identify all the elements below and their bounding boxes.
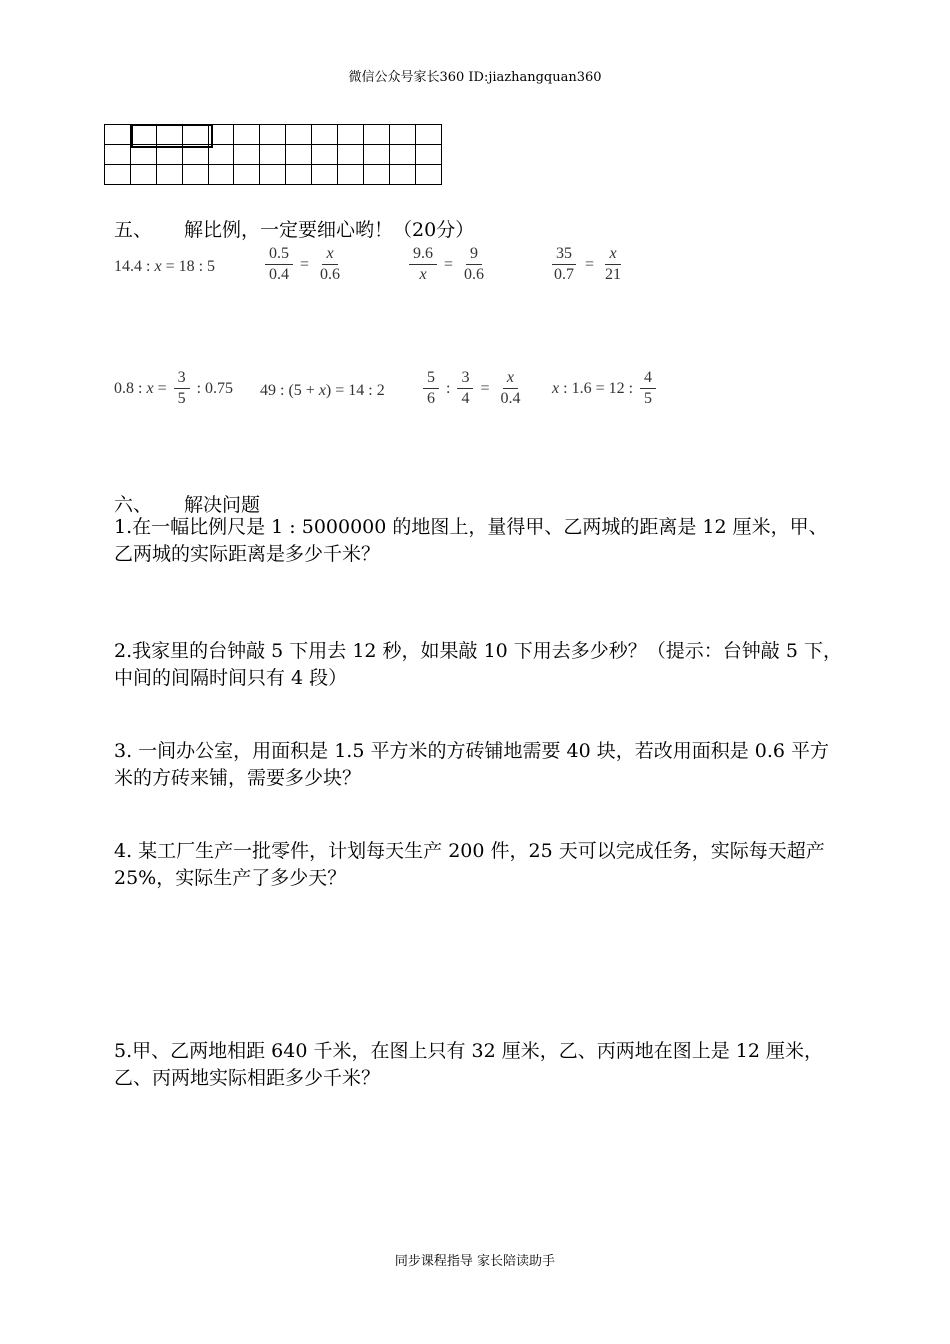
section6-heading <box>114 490 260 517</box>
section5-title: 解比例，一定要细心哟！（20分） <box>184 219 475 241</box>
equation-2-2: 49 : (5 + x ) = 14 : 2 <box>260 382 385 399</box>
section6-number: 六、 <box>114 494 153 516</box>
equation-1-4: $\frac{35}{0.7}$ = $\frac{x}{21}$ <box>554 245 622 283</box>
page-footer: 同步课程指导 家长陪读助手 <box>394 1254 556 1269</box>
page-header: 微信公众号家长360 ID:jiazhangquan360 <box>348 70 602 85</box>
question-2: 2.我家里的台钟敲 5 下用去 12 秒，如果敲 10 下用去多少秒？（提示：台钟敲 5 下，中间的间隔时间只有 4 段） <box>114 640 842 689</box>
question-1: 1.在一幅比例尺是 1 : 5000000 的地图上，量得甲、乙两城的距离是 12 厘米，甲、乙两城的实际距离是多少千米？ <box>114 516 828 565</box>
section5-number: 五、 <box>114 219 153 241</box>
equation-1-1: 14.4 : x = 18 : 5 <box>114 258 216 275</box>
grid-highlight-box <box>131 124 213 148</box>
equation-2-1: 0.8 : x = $\frac{3}{5}$ : 0.75 <box>114 369 234 407</box>
question-3: 3. 一间办公室，用面积是 1.5 平方米的方砖铺地需要 40 块，若改用面积是 0.6 平方米的方砖来铺，需要多少块？ <box>114 740 830 789</box>
section6-title: 解决问题 <box>184 494 261 516</box>
equation-1-3: $\frac{9.6}{x}$ = $\frac{9}{0.6}$ <box>406 244 491 285</box>
equation-2-3: $\frac{5}{6}$ : $\frac{3}{4}$ = $\frac{x}{0.4}$ <box>420 368 527 409</box>
section5-heading <box>114 215 474 242</box>
equation-2-4: x : 1.6 = 12 : $\frac{4}{5}$ <box>552 368 659 409</box>
question-5: 5.甲、乙两地相距 640 千米，在图上只有 32 厘米，乙、丙两地在图上是 12 厘米，乙、丙两地实际相距多少千米？ <box>114 1040 823 1089</box>
equation-1-2: $\frac{0.5}{0.4}$ = $\frac{x}{0.6}$ <box>262 244 347 285</box>
question-4: 4. 某工厂生产一批零件，计划每天生产 200 件，25 天可以完成任务，实际每天超产 25%，实际生产了多少天？ <box>114 840 825 889</box>
